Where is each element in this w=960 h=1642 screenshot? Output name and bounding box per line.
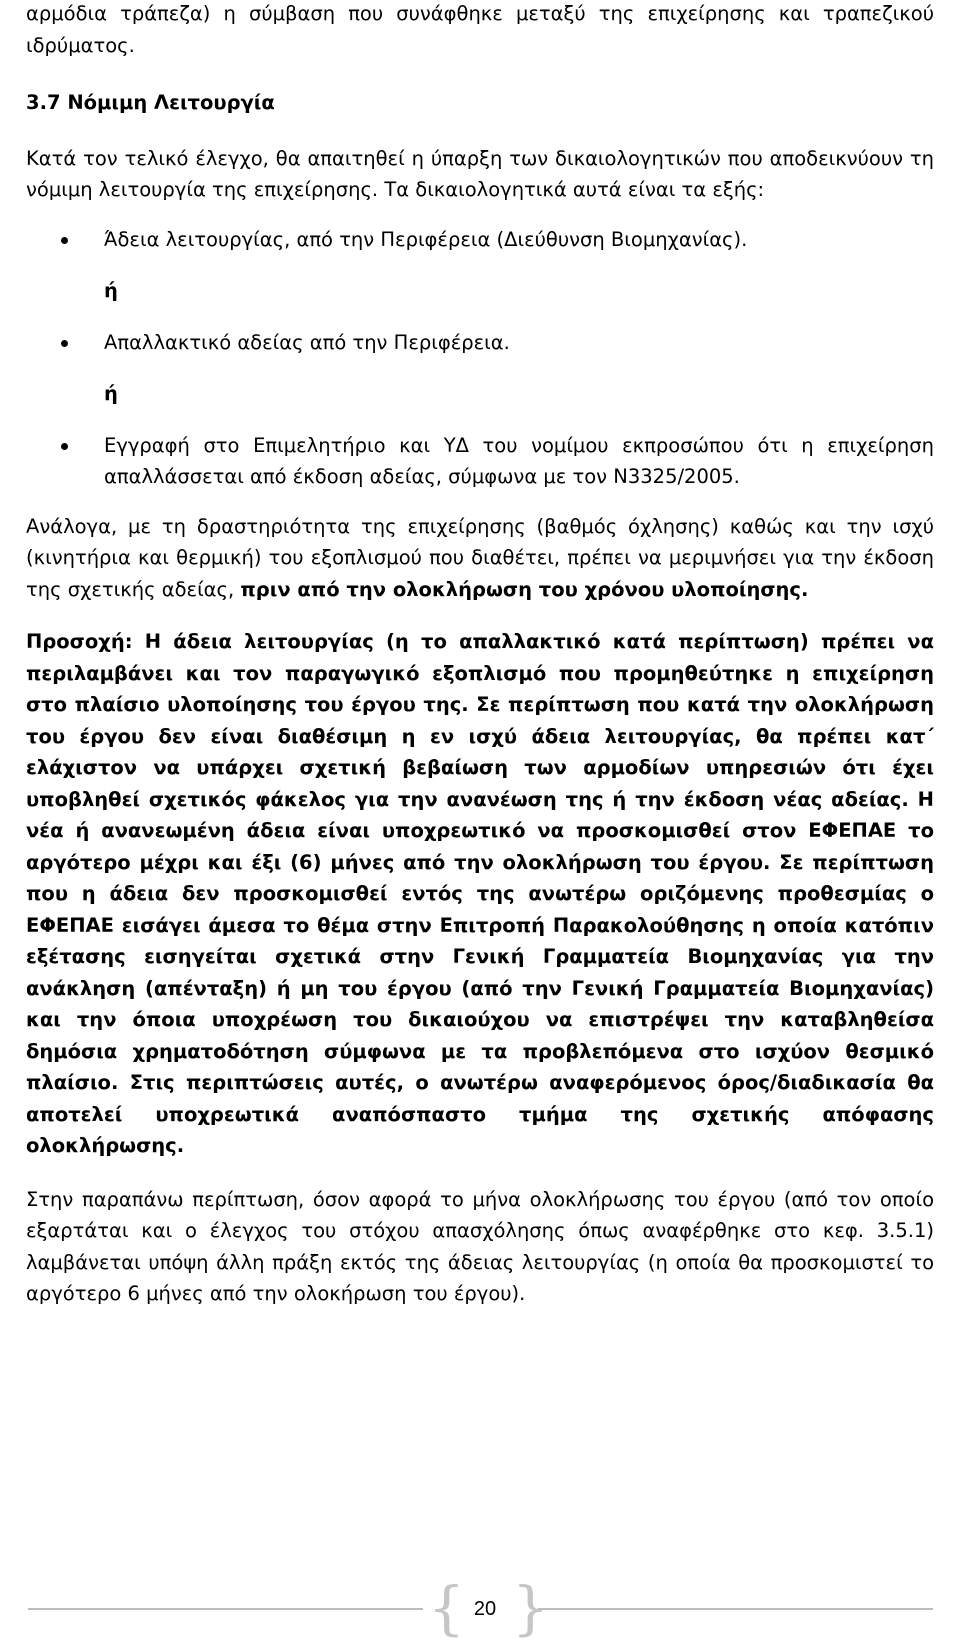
list-item-text: Εγγραφή στο Επιμελητήριο και ΥΔ του νομίμου εκπροσώπου ότι η επιχείρηση απαλλάσσεται από έκδοση αδείας, σύμφωνα με τον Ν3325/2005. [104, 433, 934, 488]
or-separator: ή [104, 382, 118, 405]
right-brace-icon: } [512, 1574, 549, 1642]
list-item [26, 430, 934, 493]
bullet-icon [61, 443, 68, 450]
bullet-icon [61, 340, 68, 347]
list-item-text: Άδεια λειτουργίας, από την Περιφέρεια (Διεύθυνση Βιομηχανίας). [104, 227, 748, 251]
activity-text: Ανάλογα, με τη δραστηριότητα της επιχείρησης (βαθμός όχλησης) καθώς και την ισχύ (κινητήρια και θερμική) του εξοπλισμού που διαθέτει, πρέπει να μεριμνήσει για την έκδοση της σχετικής αδείας, [26, 514, 934, 601]
section-lead-paragraph: Κατά τον τελικό έλεγχο, θα απαιτηθεί η ύπαρξη των δικαιολογητικών που αποδεικνύουν τη νόμιμη λειτουργία της επιχείρησης. Τα δικαιολογητικά αυτά είναι τα εξής: [26, 146, 934, 201]
activity-paragraph [26, 511, 934, 606]
documents-list [26, 224, 934, 493]
footer-rule-left [28, 1608, 423, 1610]
document-page [26, 0, 934, 1310]
page-number: 20 [473, 1598, 497, 1620]
list-item [26, 224, 934, 256]
list-item-text: Απαλλακτικό αδείας από την Περιφέρεια. [104, 330, 510, 354]
or-separator: ή [104, 279, 118, 302]
activity-emphasis: πριν από την ολοκλήρωση του χρόνου υλοποίησης. [240, 577, 809, 601]
bullet-icon [61, 237, 68, 244]
warning-paragraph: Προσοχή: Η άδεια λειτουργίας (η το απαλλακτικό κατά περίπτωση) πρέπει να περιλαμβάνει και τον παραγωγικό εξοπλισμό που προμηθεύτηκε η επιχείρηση στο πλαίσιο υλοποίησης του έργου της. Σε περίπτωση που κατά την ολοκλήρωση του έργου δεν είναι διαθέσιμη η εν ισχύ άδεια λειτουργίας, θα πρέπει κατ΄ ελάχιστον να υπάρχει σχετική βεβαίωση των αρμοδίων υπηρεσιών ότι έχει υποβληθεί σχετικός φάκελος για την ανανέωση της ή την έκδοση νέας αδείας. Η νέα ή ανανεωμένη άδεια είναι υποχρεωτικό να προσκομισθεί στον ΕΦΕΠΑΕ το αργότερο μέχρι και έξι (6) μήνες από την ολοκλήρωση του έργου. Σε περίπτωση που η άδεια δεν προσκομισθεί εντός της ανωτέρω οριζόμενης προθεσμίας ο ΕΦΕΠΑΕ εισάγει άμεσα το θέμα στην Επιτροπή Παρακολούθησης η οποία κατόπιν εξέτασης εισηγείται σχετικά στην Γενική Γραμματεία Βιομηχανίας για την ανάκληση (απένταξη) ή μη του έργου (από την Γενική Γραμματεία Βιομηχανίας) και την όποια υποχρέωση του δικαιούχου να επιστρέψει την καταβληθείσα δημόσια χρηματοδότηση σύμφωνα με τα προβλεπόμενα στο ισχύον θεσμικό πλαίσιο. Στις περιπτώσεις αυτές, ο ανωτέρω αναφερόμενος όρος/διαδικασία θα αποτελεί υποχρεωτικά αναπόσπαστο τμήμα της σχετικής απόφασης ολοκλήρωσης. [26, 630, 934, 1157]
section-heading: 3.7 Νόμιμη Λειτουργία [26, 91, 275, 114]
left-brace-icon: { [428, 1574, 465, 1642]
intro-paragraph: αρμόδια τράπεζα) η σύμβαση που συνάφθηκε μεταξύ της επιχείρησης και τραπεζικού ιδρύματος. [26, 2, 934, 57]
list-item [26, 327, 934, 359]
closing-paragraph: Στην παραπάνω περίπτωση, όσον αφορά το μήνα ολοκλήρωσης του έργου (από τον οποίο εξαρτάται και ο έλεγχος του στόχου απασχόλησης όπως αναφέρθηκε στο κεφ. 3.5.1) λαμβάνεται υπόψη άλλη πράξη εκτός της άδειας λειτουργίας (η οποία θα προσκομιστεί το αργότερο 6 μήνες από την ολοκήρωση του έργου). [26, 1187, 934, 1305]
page-footer [0, 1574, 960, 1642]
footer-rule-right [538, 1608, 933, 1610]
